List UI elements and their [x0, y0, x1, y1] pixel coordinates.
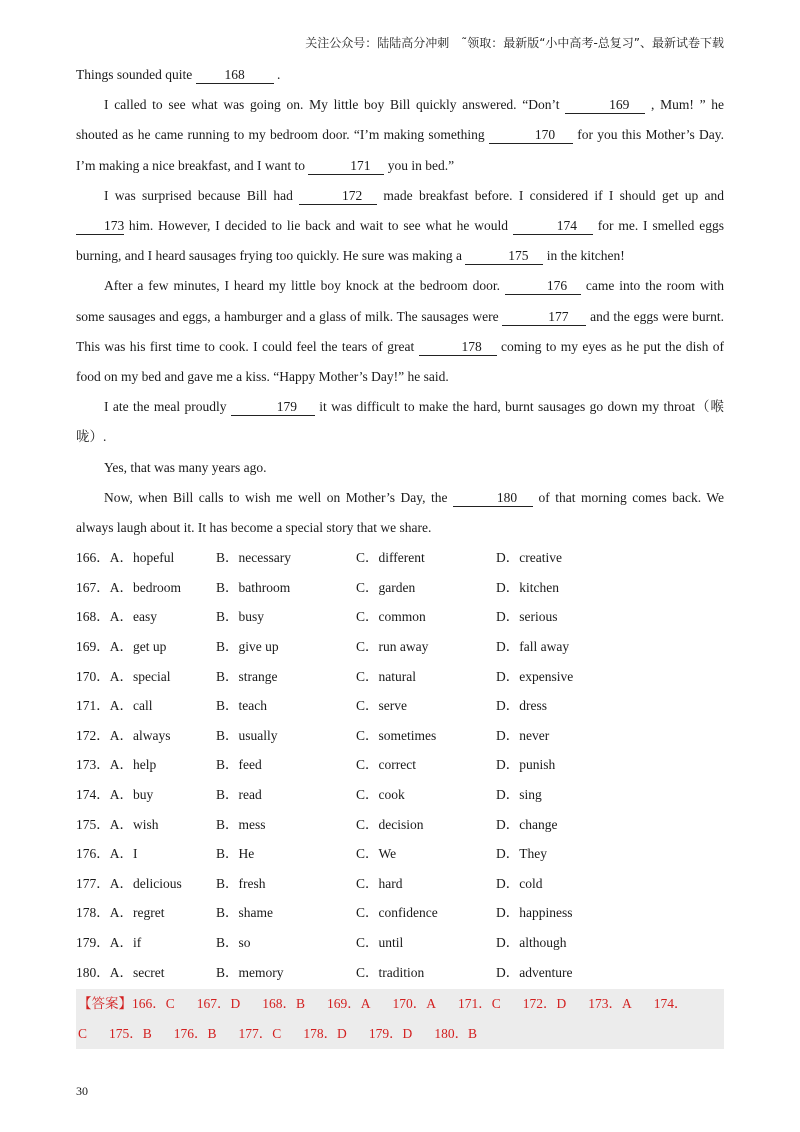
option-cell: 169．A．get up — [76, 639, 167, 655]
text: for you this Mother’s Day. I’m making a nice breakfast, and I want to — [76, 127, 724, 173]
option-cell: 179．A．if — [76, 934, 142, 950]
option-cell: C．cook — [356, 787, 405, 802]
blank-170: 170 — [489, 127, 573, 144]
option-cell: 178．A．regret — [76, 905, 165, 921]
option-cell: C．tradition — [356, 964, 425, 980]
option-cell: 180．A．secret — [76, 964, 165, 980]
option-cell: B．He — [216, 846, 255, 862]
answer-item: 180．B — [434, 1026, 478, 1042]
option-cell: 175．A．wish — [76, 816, 159, 832]
answer-item: 171．C — [458, 996, 501, 1012]
option-cell: 173．A．help — [76, 757, 157, 773]
option-cell: C．run away — [356, 639, 429, 655]
option-cell: D．punish — [496, 757, 556, 773]
option-cell: D．adventure — [496, 964, 573, 980]
option-row — [76, 691, 724, 721]
option-cell: B．teach — [216, 698, 267, 714]
option-cell: C．sometimes — [356, 727, 437, 743]
blank-179: 179 — [231, 399, 315, 416]
document-body — [76, 60, 724, 1049]
option-cell: D．sing — [496, 787, 542, 802]
option-cell: C．confidence — [356, 905, 438, 921]
paragraph-7 — [76, 483, 724, 543]
option-row — [76, 928, 724, 958]
text: , Mum! ” he shouted as he came running to my bedroom door. “I’m making something — [76, 97, 725, 143]
option-row — [76, 958, 724, 988]
blank-178: 178 — [419, 339, 497, 356]
option-cell: B．mess — [216, 816, 266, 832]
blank-168: 168 — [196, 67, 274, 84]
option-cell: C．We — [356, 846, 397, 862]
answer-item: 175．B — [109, 1026, 152, 1042]
blank-176: 176 — [505, 278, 581, 295]
answer-item: 176．B — [173, 1026, 217, 1042]
option-row — [76, 750, 724, 780]
blank-175: 175 — [465, 248, 543, 265]
option-cell: B．necessary — [216, 550, 291, 566]
text: him. However, I decided to lie back and wait to see what he would — [128, 218, 508, 234]
option-cell: 176．A．I — [76, 846, 138, 862]
option-cell: C．natural — [356, 668, 416, 684]
answer-item: 179．D — [368, 1026, 413, 1042]
text: you in bed.” — [387, 157, 455, 173]
option-cell: B．so — [216, 934, 251, 950]
text: of that morning comes back. We always laugh about it. It has become a special story that we share. — [76, 489, 725, 536]
option-cell: D．They — [496, 846, 547, 862]
answer-label: 【答案】 — [78, 996, 132, 1012]
option-row — [76, 543, 724, 573]
option-row — [76, 898, 724, 928]
text: it was difficult to make the hard, burnt sausages go down my throat（喉咙）. — [76, 399, 724, 445]
paragraph-4 — [76, 271, 724, 392]
text: I was surprised because Bill had — [104, 187, 293, 203]
answer-item: 172．D — [522, 996, 567, 1012]
option-row — [76, 662, 724, 692]
text: Now, when Bill calls to wish me well on Mother’s Day, the — [104, 489, 448, 505]
option-cell: 171．A．call — [76, 698, 153, 714]
answer-item: 174．C — [78, 996, 688, 1042]
option-cell: C．until — [356, 934, 404, 950]
blank-171: 171 — [308, 158, 384, 175]
option-cell: C．garden — [356, 579, 416, 595]
option-cell: C．hard — [356, 875, 403, 891]
options-list — [76, 543, 724, 987]
answer-item: 169．A — [327, 996, 371, 1012]
option-cell: D．creative — [496, 550, 562, 566]
option-cell: B．read — [216, 787, 262, 802]
option-cell: 177．A．delicious — [76, 875, 182, 891]
text: came into the room with some sausages and eggs, a hamburger and a glass of milk. The sausages were — [76, 278, 725, 324]
option-row — [76, 839, 724, 869]
answer-item: 168．B — [262, 996, 306, 1012]
blank-172: 172 — [299, 188, 377, 205]
option-cell: C．serve — [356, 698, 407, 714]
option-cell: 174．A．buy — [76, 787, 154, 802]
page-header: 关注公众号：陆陆高分冲刺 ˜领取：最新版“小中高考-总复习”、最新试卷下载 — [305, 36, 724, 50]
text: . — [277, 67, 281, 82]
blank-174: 174 — [513, 218, 593, 235]
blank-180: 180 — [453, 490, 533, 507]
paragraph-6: Yes, that was many years ago. — [104, 459, 267, 475]
answer-item: 167．D — [196, 996, 241, 1012]
option-cell: 170．A．special — [76, 668, 171, 684]
paragraph-1 — [76, 60, 724, 90]
option-cell: B．shame — [216, 905, 273, 921]
answer-item: 178．D — [303, 1026, 347, 1042]
option-cell: C．common — [356, 609, 426, 625]
answer-key — [76, 989, 724, 1049]
option-cell: D．change — [496, 816, 558, 832]
option-row — [76, 780, 724, 810]
paragraph-5 — [76, 392, 724, 452]
option-cell: D．although — [496, 934, 567, 950]
option-row — [76, 632, 724, 662]
option-cell: B．give up — [216, 639, 279, 655]
option-cell: 168．A．easy — [76, 609, 157, 625]
option-cell: 167．A．bedroom — [76, 579, 181, 595]
blank-173: 173 — [76, 218, 124, 235]
option-row — [76, 810, 724, 840]
option-cell: B．strange — [216, 668, 278, 684]
option-cell: B．memory — [216, 964, 284, 980]
answer-item: 177．C — [238, 1026, 282, 1042]
text: and the eggs were burnt. This was his first time to cook. I could feel the tears of great — [76, 308, 724, 354]
option-cell: D．never — [496, 727, 550, 743]
option-cell: D．happiness — [496, 905, 573, 921]
option-cell: B．feed — [216, 757, 262, 773]
option-cell: B．usually — [216, 727, 278, 743]
option-cell: B．busy — [216, 609, 265, 625]
option-row — [76, 573, 724, 603]
option-cell: B．fresh — [216, 875, 266, 891]
option-cell: D．fall away — [496, 639, 570, 655]
text: made breakfast before. I considered if I should get up and — [383, 187, 724, 203]
paragraph-2 — [76, 90, 724, 181]
answer-item: 170．A — [392, 996, 437, 1012]
option-cell: C．decision — [356, 816, 424, 832]
answer-item: 173．A — [588, 996, 632, 1012]
text: Things sounded quite — [76, 67, 193, 82]
option-row — [76, 602, 724, 632]
text: I ate the meal proudly — [104, 399, 227, 415]
text: in the kitchen! — [546, 248, 625, 264]
option-cell: B．bathroom — [216, 579, 291, 595]
option-cell: 172．A．always — [76, 727, 171, 743]
option-cell: D．kitchen — [496, 579, 559, 595]
option-cell: C．correct — [356, 757, 416, 773]
option-cell: C．different — [356, 550, 425, 566]
answer-item: 166．C — [132, 996, 175, 1012]
option-cell: D．dress — [496, 698, 547, 714]
paragraph-3 — [76, 181, 724, 272]
option-cell: D．cold — [496, 875, 543, 891]
text: for me. I smelled eggs burning, and I heard sausages frying too quickly. He sure was making a — [76, 218, 725, 264]
option-cell: 166．A．hopeful — [76, 550, 175, 566]
answer-items — [78, 996, 688, 1041]
option-cell: D．expensive — [496, 668, 574, 684]
text: After a few minutes, I heard my little boy knock at the bedroom door. — [104, 278, 501, 294]
page-number: 30 — [76, 1084, 88, 1098]
text: I called to see what was going on. My little boy Bill quickly answered. “Don’t — [104, 97, 560, 113]
blank-169: 169 — [565, 97, 645, 114]
text: coming to my eyes as he put the dish of food on my bed and gave me a kiss. “Happy Mother’s Day!” he said. — [76, 338, 725, 385]
option-row — [76, 721, 724, 751]
option-cell: D．serious — [496, 609, 558, 625]
option-row — [76, 869, 724, 899]
blank-177: 177 — [502, 309, 586, 326]
